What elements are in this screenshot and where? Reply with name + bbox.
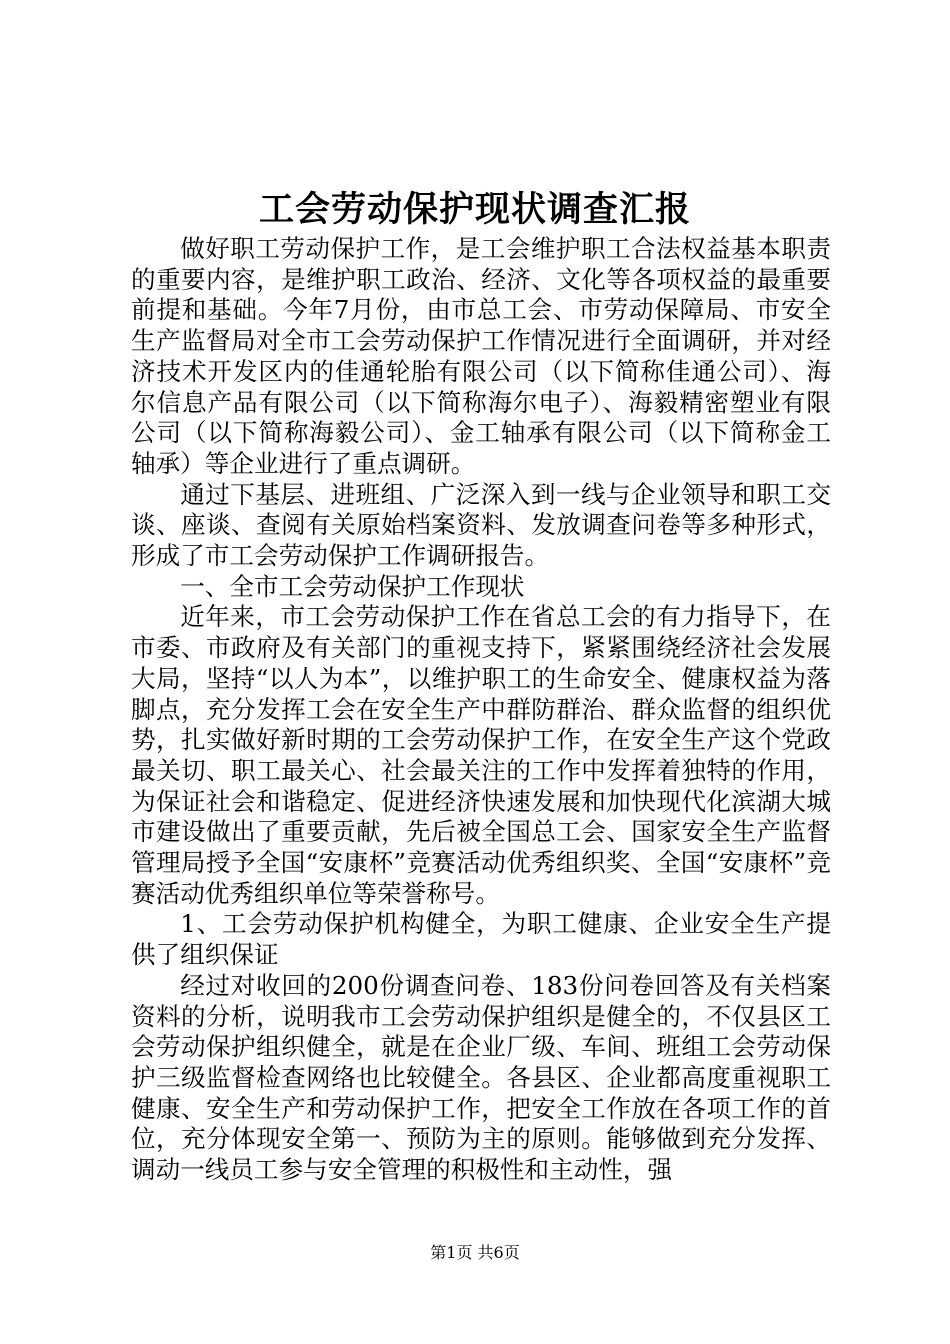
paragraph-intro: 做好职工劳动保护工作，是工会维护职工合法权益基本职责的重要内容，是维护职工政治、经济、文化等各项权益的最重要前提和基础。今年7月份，由市总工会、市劳动保障局、市安全生产监督局对全市工会劳动保护工作情况进行全面调研，并对经济技术开发区内的佳通轮胎有限公司（以下简称佳通公司）、海尔信息产品有限公司（以下简称海尔电子）、海毅精密塑业有限公司（以下简称海毅公司）、金工轴承有限公司（以下简称金工轴承）等企业进行了重点调研。 <box>131 234 831 478</box>
section-heading-1: 一、全市工会劳动保护工作现状 <box>180 571 525 601</box>
document-body <box>131 234 831 1186</box>
paragraph-survey: 经过对收回的200份调查问卷、183份问卷回答及有关档案资料的分析，说明我市工会劳动保护组织是健全的，不仅县区工会劳动保护组织健全，就是在企业厂级、车间、班组工会劳动保护三级监督检查网络也比较健全。各县区、企业都高度重视职工健康、安全生产和劳动保护工作，把安全工作放在各项工作的首位，充分体现安全第一、预防为主的原则。能够做到充分发挥、调动一线员工参与安全管理的积极性和主动性，强 <box>131 970 831 1185</box>
page-number-footer: 第1页 共6页 <box>430 1243 520 1262</box>
document-title: 工会劳动保护现状调查汇报 <box>258 189 691 230</box>
subsection-heading-1: 1、工会劳动保护机构健全，为职工健康、企业安全生产提供了组织保证 <box>131 909 831 970</box>
paragraph-status: 近年来，市工会劳动保护工作在省总工会的有力指导下，在市委、市政府及有关部门的重视支持下，紧紧围绕经济社会发展大局，坚持“以人为本”，以维护职工的生命安全、健康权益为落脚点，充分发挥工会在安全生产中群防群治、群众监督的组织优势，扎实做好新时期的工会劳动保护工作，在安全生产这个党政最关切、职工最关心、社会最关注的工作中发挥着独特的作用，为保证社会和谐稳定、促进经济快速发展和加快现代化滨湖大城市建设做出了重要贡献，先后被全国总工会、国家安全生产监督管理局授予全国“安康杯”竞赛活动优秀组织奖、全国“安康杯”竞赛活动优秀组织单位等荣誉称号。 <box>131 602 831 908</box>
paragraph-method: 通过下基层、进班组、广泛深入到一线与企业领导和职工交谈、座谈、查阅有关原始档案资料、发放调查问卷等多种形式，形成了市工会劳动保护工作调研报告。 <box>131 479 831 571</box>
